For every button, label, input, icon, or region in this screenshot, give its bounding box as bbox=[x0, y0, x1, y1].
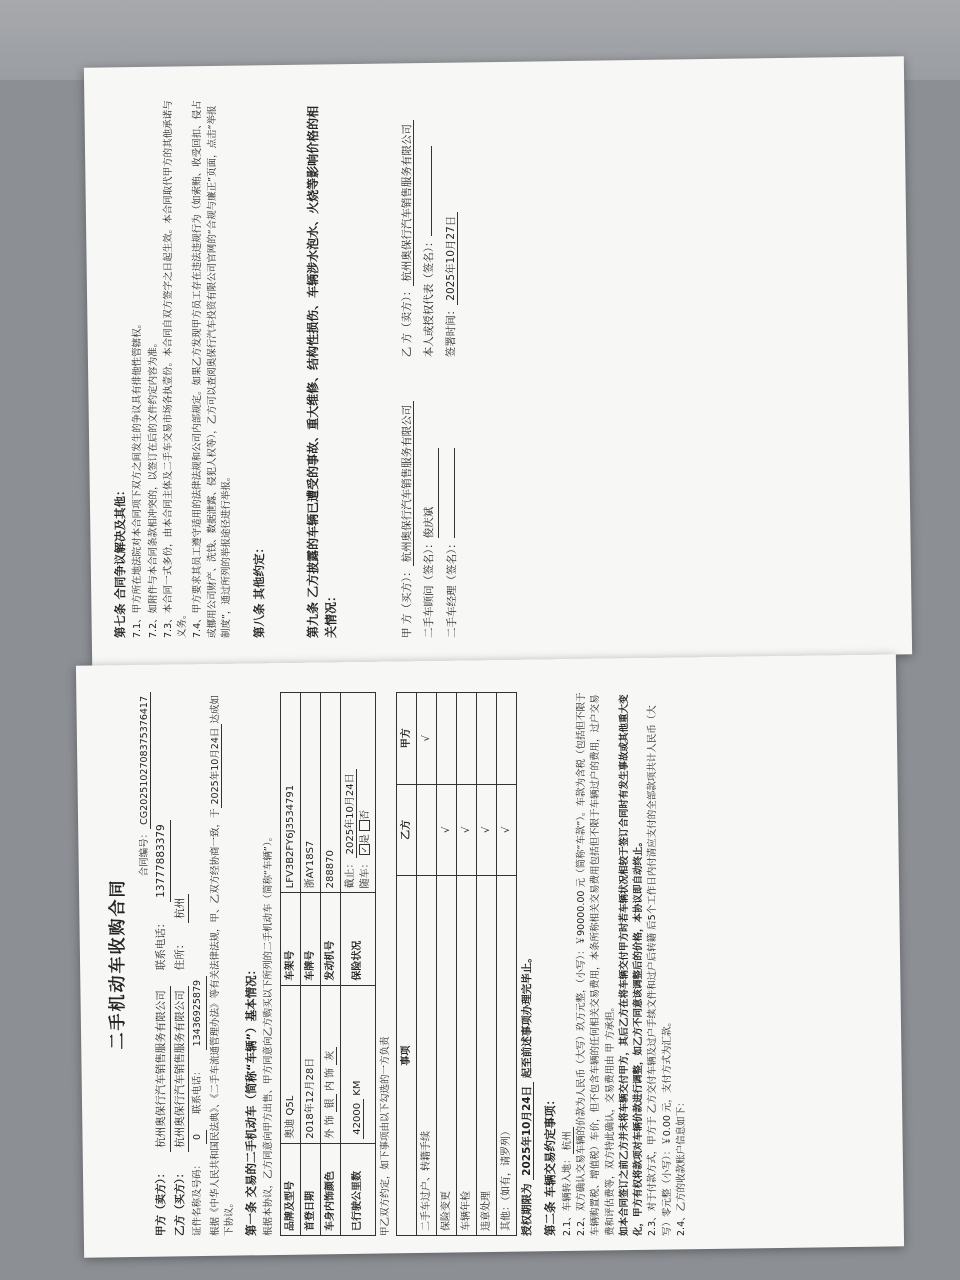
intro-end: 达成如下协议。 bbox=[209, 695, 235, 1236]
duty-a: √ bbox=[416, 693, 436, 785]
duty-item: 车辆年检 bbox=[456, 876, 476, 1236]
insurance-due: 2025年10月24日 bbox=[345, 769, 357, 858]
duty-b: √ bbox=[476, 784, 496, 876]
id-label: 证件名称及号码： bbox=[192, 1159, 204, 1236]
duty-b: √ bbox=[436, 784, 456, 876]
duty-b: √ bbox=[496, 784, 516, 876]
engine-value: 288870 bbox=[320, 693, 340, 893]
clause-2-1-label: 2.1、车辆转入地： bbox=[561, 1154, 573, 1236]
contract-title: 二手机动车收购合同 bbox=[108, 878, 128, 1050]
brand-value: 奥迪 Q5L bbox=[280, 985, 300, 1143]
duty-a bbox=[476, 693, 496, 785]
article-2-title: 第二条 车辆交易约定事项： bbox=[542, 1093, 557, 1236]
duty-a bbox=[496, 693, 516, 785]
signature-block bbox=[394, 98, 466, 638]
sig-b-date: 2025年10月27日 bbox=[445, 212, 458, 305]
clause-2-4: 2.4、乙方的收款账户信息如下： bbox=[675, 1097, 687, 1236]
party-a-name: 杭州奥保行汽车销售服务有限公司 bbox=[154, 986, 171, 1152]
clause-2-1-value: 杭州 bbox=[562, 1127, 574, 1154]
party-a-phone: 13777883379 bbox=[154, 820, 171, 902]
signature-party-a bbox=[394, 379, 466, 638]
reg-label: 首登日期 bbox=[300, 1143, 320, 1235]
duty-b: √ bbox=[456, 784, 476, 876]
contract-no-value: CG2025102708375376417 bbox=[139, 692, 151, 829]
color-label: 车身内饰颜色 bbox=[320, 1143, 340, 1235]
sig-a-manager-label: 二手车经理（签名）： bbox=[445, 538, 458, 638]
signature-party-b bbox=[394, 98, 466, 357]
insurance-no-label: 否 bbox=[359, 809, 371, 820]
party-a-label: 甲方（卖方）： bbox=[154, 1167, 167, 1236]
insurance-yes-label: 是 bbox=[359, 834, 371, 845]
color-in: 灰 bbox=[325, 1047, 337, 1065]
sig-b-label: 乙 方（卖方）： bbox=[401, 285, 414, 358]
color-value bbox=[320, 985, 340, 1143]
clause-7-3: 7.3、本合同一式多份，由本合同主体及二手车交易市场各执壹份。本合同自双方签字之日起生效。本合同取代甲方的其他承诺与义务。 bbox=[162, 100, 188, 638]
duty-a bbox=[456, 693, 476, 785]
table-row bbox=[476, 693, 496, 1236]
intro bbox=[209, 692, 238, 1236]
vehicle-table bbox=[280, 692, 376, 1236]
plate-value: 浙AY18S7 bbox=[300, 693, 320, 893]
article-9-title: 第九条 乙方披露的车辆已遭受的事故、重大维修、结构性损伤、车辆涉水泡水、火烧等影响价格的相关情况： bbox=[306, 105, 339, 638]
party-b-addr: 杭州 bbox=[173, 894, 190, 923]
contract-number bbox=[138, 692, 152, 1236]
insurance-yes-checkbox[interactable]: ✓ bbox=[359, 844, 370, 855]
duty-header-a: 甲方 bbox=[396, 693, 416, 785]
duty-a bbox=[436, 693, 456, 785]
brand-label: 品牌及型号 bbox=[280, 1143, 300, 1235]
color-out-label: 外 饰 bbox=[324, 1115, 336, 1139]
duty-item: 保险变更 bbox=[436, 876, 456, 1236]
duty-header-item: 事项 bbox=[396, 876, 416, 1236]
duty-header-b: 乙方 bbox=[396, 784, 416, 876]
insurance-no-checkbox[interactable] bbox=[359, 820, 370, 831]
mileage-value bbox=[340, 985, 375, 1143]
insurance-label: 保险状况 bbox=[340, 893, 375, 985]
table-row bbox=[416, 693, 436, 1236]
insurance-due-label: 截止： bbox=[344, 858, 356, 889]
sig-b-date-label: 签署时间： bbox=[444, 304, 457, 358]
article-1-title: 第一条 交易的二手机动车（简称“车辆”）基本情况： bbox=[244, 963, 258, 1236]
clause-2-3: 2.3、对于付款方式，甲方于 乙方交付车辆及过户手续文件和过户后转籍 后5个工作日内付清应支付的全部款项共计人民币（大写）零元整（小写）：￥0.00 元，支付方式为汇款。 bbox=[647, 705, 673, 1236]
party-b-addr-label: 住所： bbox=[173, 938, 186, 971]
article-7-title: 第七条 合同争议解决及其他： bbox=[113, 484, 127, 638]
reg-value: 2018年12月28日 bbox=[300, 985, 320, 1143]
mileage-number: 42000 bbox=[352, 1099, 364, 1139]
party-b-phone: 13436925879 bbox=[191, 976, 206, 1051]
intro-text: 根据《中华人民共和国民法典》、《二手车流通管理办法》等有关法律法规，甲、乙双方经协商一致，于 bbox=[209, 808, 221, 1236]
party-b-label: 乙方（买方）： bbox=[173, 1167, 186, 1236]
sig-a-label: 甲 方（买方）： bbox=[401, 566, 414, 638]
id-value: 0 bbox=[191, 1130, 206, 1144]
contract-no-label: 合同编号： bbox=[138, 828, 150, 877]
sig-b-name: 杭州奥保行汽车销售服务有限公司 bbox=[401, 120, 414, 286]
insurance-value bbox=[340, 693, 375, 893]
article-1-desc: 根据本协议，乙方同意向甲方出售、甲方同意向乙方购买以下所列的二手机动车（简称“车辆”）。 bbox=[263, 831, 275, 1236]
sig-a-manager-line bbox=[454, 448, 455, 538]
authorization-period bbox=[520, 692, 536, 1236]
sig-a-advisor: 俊庆斌 bbox=[422, 448, 439, 538]
color-in-label: 内 饰 bbox=[324, 1067, 336, 1092]
duty-intro: 甲乙双方约定，如下事项由以下勾选的一方负责 bbox=[379, 1036, 391, 1236]
insurance-carry-label: 随车： bbox=[359, 858, 371, 889]
party-a-row bbox=[154, 692, 171, 1236]
duty-item: 违章处理 bbox=[476, 876, 496, 1236]
duty-b bbox=[416, 784, 436, 876]
clause-2-1 bbox=[561, 692, 575, 1236]
id-row bbox=[191, 692, 206, 1236]
clause-7-1: 7.1、甲方所在地法院对本合同项下双方之间发生的争议具有排他性管辖权。 bbox=[132, 318, 144, 638]
vin-label: 车架号 bbox=[280, 893, 300, 985]
sig-b-rep-line bbox=[431, 146, 432, 236]
table-row bbox=[456, 693, 476, 1236]
duty-item: 其他：（如有，请罗列） bbox=[496, 876, 516, 1236]
color-out: 银 bbox=[325, 1094, 337, 1112]
table-row bbox=[496, 693, 516, 1236]
clause-7-4: 7.4、甲方要求其员工遵守适用的法律法规和公司内部规定。如果乙方发现甲方员工存在违法违规行为（如索贿、收受回扣、侵占或挪用公司财产、洗钱、数据泄露、侵犯人权等），乙方可以查阅奥保行汽车投资有限公司官网的“合规与廉正”页面，点击“举报制度”，通过所列的举报途径进行举报。 bbox=[192, 100, 232, 638]
sig-a-advisor-label: 二手车顾问（签名）： bbox=[423, 538, 435, 638]
table-row bbox=[436, 693, 456, 1236]
party-b-name: 杭州奥保行汽车销售服务有限公司 bbox=[173, 986, 190, 1152]
engine-label: 发动机号 bbox=[320, 893, 340, 985]
auth-label: 授权期限为 bbox=[520, 1183, 533, 1236]
party-a-phone-label: 联系电话： bbox=[154, 917, 167, 971]
sig-b-rep-label: 本人或授权代表（签名）： bbox=[423, 236, 435, 358]
mileage-label: 已行驶公里数 bbox=[340, 1143, 375, 1235]
contract-page-1-content bbox=[96, 684, 706, 1244]
mileage-unit: KM bbox=[352, 1080, 363, 1096]
party-b-phone-label: 联系电话： bbox=[192, 1066, 204, 1114]
auth-date: 2025年10月24日 bbox=[521, 1082, 534, 1180]
plate-label: 车牌号 bbox=[300, 893, 320, 985]
contract-page-2-content bbox=[100, 88, 800, 648]
auth-end: 起至前述事项办理完毕止。 bbox=[520, 952, 533, 1079]
vin-value: LFV3B2FY6J3534791 bbox=[280, 693, 300, 893]
clause-2-2: 2.2、双方确认交易车辆的价款为人民币（大写）玖万元整，（小写）：￥90000.00 元（简称“车款”）。车款为含税（包括但不限于车辆购置税、增值税）车价，但不包含车辆的任何相关交易费用，本条所称相关交易费用包括但不限于车辆过户的费用，过户交易费和评估费等，双方特此确认，交易费用由 甲 方承担。 bbox=[576, 692, 616, 1236]
party-b-row bbox=[173, 692, 190, 1236]
intro-date: 2025年10月24日 bbox=[210, 724, 222, 809]
duty-item: 二手车过户、转籍手续 bbox=[416, 876, 436, 1236]
duty-table bbox=[396, 692, 517, 1236]
article-8-title: 第八条 其他约定： bbox=[252, 541, 266, 638]
sig-a-name: 杭州奥保行汽车销售服务有限公司 bbox=[401, 401, 414, 567]
clause-2-2-bold: 如本合同签订之前乙方并未将车辆交付甲方，其后乙方在将车辆交付甲方时若车辆状况相较于签订合同时有发生事故或其他重大变化，甲方有权将款项对车辆价款进行调整，如乙方不同意该调整后的价格，本协议即自动终止。 bbox=[618, 694, 644, 1236]
clause-7-2: 7.2、如附件与本合同条款相冲突的，以签订在后的文件约定内容为准。 bbox=[147, 337, 159, 638]
